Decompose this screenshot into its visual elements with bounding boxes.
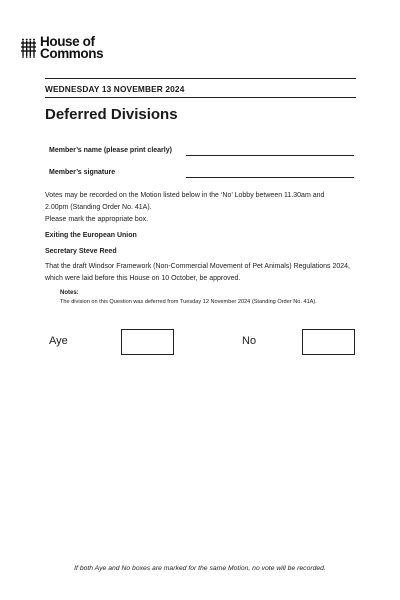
aye-box[interactable] (121, 329, 174, 355)
page-title: Deferred Divisions (45, 106, 178, 123)
footer-note: If both Aye and No boxes are marked for the same Motion, no vote will be recorded. (74, 565, 326, 572)
top-rule (45, 78, 356, 79)
motion-text: That the draft Windsor Framework (Non-Commercial Movement of Pet Animals) Regulations 2024, which were laid before this House on 10 October, be approved. (45, 263, 351, 282)
notes-text: The division on this Question was deferred from Tuesday 12 November 2024 (Standing Order No. 41A). (60, 299, 317, 305)
minister-name: Secretary Steve Reed (45, 248, 117, 255)
no-label: No (242, 335, 257, 347)
logo-line-1: House of (40, 34, 95, 49)
member-name-label: Member’s name (please print clearly) (49, 147, 172, 154)
no-box[interactable] (302, 329, 355, 355)
house-of-commons-logo (20, 36, 103, 60)
aye-label: Aye (49, 335, 68, 347)
member-signature-field[interactable] (186, 177, 354, 178)
intro-paragraph: Votes may be recorded on the Motion listed below in the ‘No’ Lobby between 11.30am and 2.00pm (Standing Order No. 41A). (45, 192, 325, 211)
member-signature-label: Member’s signature (49, 169, 116, 176)
instruction-text: Please mark the appropriate box. (45, 216, 149, 223)
portcullis-icon (20, 38, 37, 58)
logo-wordmark (40, 36, 103, 60)
sitting-date: WEDNESDAY 13 NOVEMBER 2024 (45, 84, 185, 94)
logo-line-2: Commons (40, 46, 104, 61)
notes-title: Notes: (60, 290, 79, 296)
date-rule (45, 97, 356, 98)
motion-heading: Exiting the European Union (45, 232, 137, 239)
member-name-field[interactable] (186, 155, 354, 156)
